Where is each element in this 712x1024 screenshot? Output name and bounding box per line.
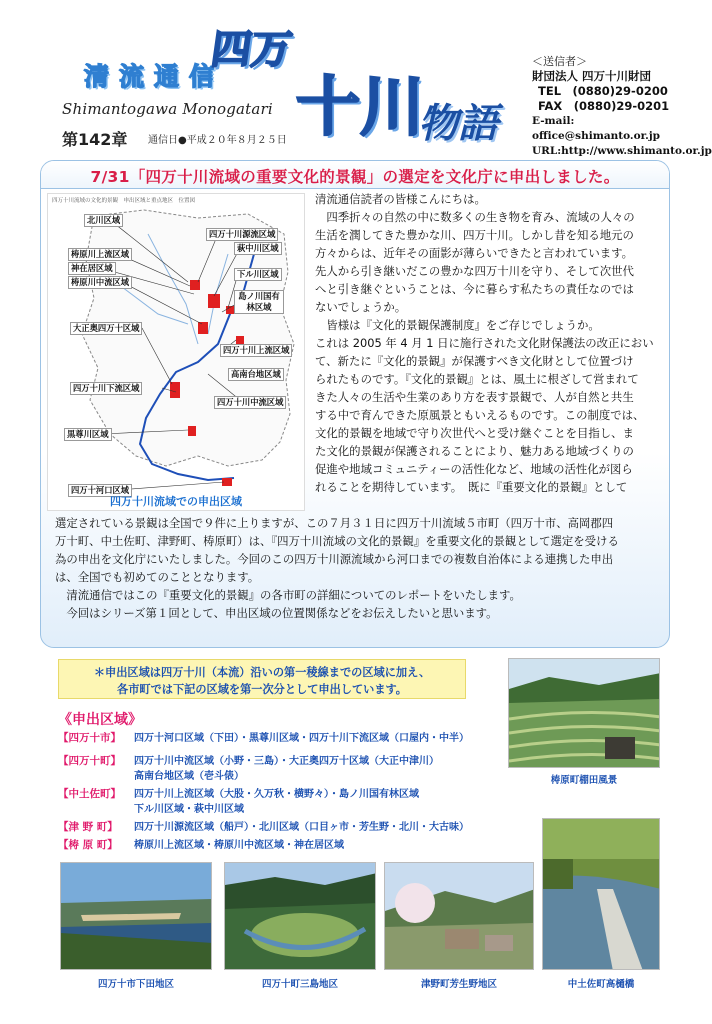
- title-juugawa: 十川: [296, 71, 424, 145]
- caption-yoshiuno: 津野町芳生野地区: [420, 979, 497, 990]
- text-line: 為の申出を文化庁にいたしました。今回のこの四万十川源流域から河口までの複数自治体による連携した申出: [55, 552, 614, 566]
- map-label-churyu: 四万十川中流区域: [214, 396, 286, 409]
- text-line: きた人々の生活や生業のあり方を表す景観で、人が自然と共生: [315, 390, 634, 404]
- area-list: 四万十川中流区域（小野・三島）・大正奥四万十区域（大正中津川）: [134, 756, 439, 767]
- note-line-2: 各市町では下記の区域を第一次分として申出しています。: [117, 683, 407, 696]
- masthead: [0, 0, 712, 160]
- area-list: 梼原川上流区域・梼原川中流区域・神在居区域: [134, 840, 344, 851]
- text-line: 生活を潤してきた豊かな川、四万十川。しかし昔を知る地元の: [315, 228, 634, 242]
- sender-tel: TEL (0880)29-0200: [538, 84, 668, 98]
- text-line: 先人から引き継いだこの豊かな四万十川を守り、そして次世代: [315, 264, 634, 278]
- sender-email[interactable]: E-mail: office@shimanto.or.jp: [532, 115, 660, 142]
- text-line: られたものです。『文化的景観』とは、風土に根ざして営まれて: [315, 372, 639, 386]
- map-label-taisho: 大正奥四万十区域: [70, 322, 142, 335]
- map-label-yusuhara-upper: 梼原川上流区域: [68, 248, 132, 261]
- note-line-1: ＊申出区域は四万十川（本流）沿いの第一稜線までの区域に加え、: [93, 666, 431, 679]
- map-label-kakou: 四万十河口区域: [68, 484, 132, 497]
- text-line: 選定されている景観は全国で９件に上りますが、この７月３１日に四万十川流域５市町（四万十市、高岡郡四: [55, 516, 614, 530]
- notice-header: [41, 161, 669, 189]
- area-list: 下ル川区域・萩中川区域: [134, 804, 244, 815]
- sender-info: [532, 54, 712, 159]
- chapter-number: 第142章: [62, 130, 128, 149]
- text-line: 方々からは、近年その面影が薄らいできたと言われています。: [315, 246, 634, 260]
- note-box: [58, 659, 466, 699]
- caption-mishima: 四万十町三島地区: [261, 979, 338, 990]
- text-line: これは 2005 年 4 月 1 日に施行された文化財保護法の改正におい: [315, 336, 654, 350]
- area-list: 四万十川源流区域（船戸）・北川区域（口目ヶ市・芳生野・北川・大古味）: [134, 822, 469, 833]
- area-row-shimanto-town: [58, 754, 478, 784]
- photo-mishima: [224, 862, 376, 970]
- area-name: 【四万十町】: [58, 755, 121, 767]
- area-name: 【四万十市】: [58, 732, 121, 744]
- caption-shimoda: 四万十市下田地区: [97, 979, 174, 990]
- map-caption: 四万十川流域での申出区域: [110, 495, 242, 508]
- text-line: 文化的景観を地域で守り次世代へと受け継ぐことを目指し、ま: [315, 426, 634, 440]
- map-label-kitagawa: 北川区域: [84, 214, 123, 227]
- map-label-shimoyama: 下ル川区域: [234, 268, 282, 281]
- area-list: 四万十川上流区域（大股・久万秋・横野々）・島ノ川国有林区域: [134, 789, 419, 800]
- text-line: ないでしょうか。: [315, 300, 407, 314]
- photo-takahashi: [542, 818, 660, 970]
- issue-date: 通信日●平成２０年８月２５日: [148, 135, 287, 146]
- map-label-hagi: 萩中川区域: [234, 242, 282, 255]
- area-row-yusuhara: [58, 838, 478, 853]
- map-header: 四万十川流域の文化的景観 申出区域と重点地区 位置図: [52, 198, 196, 204]
- text-line: は、全国でも初めてのこととなります。: [55, 570, 260, 584]
- caption-takahashi: 中土佐町高樋橋: [567, 979, 635, 990]
- area-map: [47, 193, 305, 511]
- map-label-kamiiori: 神在居区域: [68, 262, 116, 275]
- map-label-takanan: 高南台地区域: [228, 368, 284, 381]
- text-line: て、新たに『文化的景観』が保護すべき文化財として位置づけ: [315, 354, 634, 368]
- caption-tanada: 梼原町棚田風景: [550, 775, 618, 786]
- photo-yoshiuno: [384, 862, 534, 970]
- area-row-shimanto-city: [58, 731, 478, 746]
- sender-fax: FAX (0880)29-0201: [538, 99, 670, 113]
- areas-heading: 《申出区域》: [58, 712, 142, 728]
- notice-box: [40, 160, 670, 648]
- area-row-nakatosa: [58, 787, 478, 817]
- sender-org: 財団法人 四万十川財団: [532, 69, 652, 83]
- sender-label: ＜送信者＞: [532, 55, 587, 68]
- notice-title: 7/31「四万十川流域の重要文化的景観」の選定を文化庁に申出しました。: [90, 168, 620, 186]
- text-line: 四季折々の自然の中に数多くの生き物を育み、流域の人々の: [315, 210, 635, 224]
- text-line: 万十町、中土佐町、津野町、梼原町）は、『四万十川流域の文化的景観』を重要文化的景観として選定を受ける: [55, 534, 619, 548]
- text-line: する中で育んできた原風景ともいえるものです。この制度では、: [315, 408, 645, 422]
- title-shimanto: 四万: [208, 27, 295, 73]
- map-label-yusuhara-middle: 梼原川中流区域: [68, 276, 132, 289]
- text-line: へと引き継ぐということは、今に暮らす私たちの責任なのでは: [315, 282, 634, 296]
- map-label-joryu: 四万十川上流区域: [220, 344, 292, 357]
- romaji-title: Shimantogawa Monogatari: [62, 100, 273, 118]
- text-line: た文化的景観が保護されることにより、魅力ある地域づくりの: [315, 444, 634, 458]
- area-name: 【中土佐町】: [58, 788, 121, 800]
- map-label-shimanogawa: 島ノ川国有林区域: [234, 290, 284, 314]
- text-line: 清流通信読者の皆様こんにちは。: [315, 192, 486, 206]
- area-row-tsuno: [58, 820, 498, 835]
- area-list: 四万十河口区域（下田）・黒尊川区域・四万十川下流区域（口屋内・中半）: [134, 733, 469, 744]
- title-monogatari: 物語: [418, 100, 498, 147]
- text-line: れることを期待しています。 既に『重要文化的景観』として: [315, 480, 628, 494]
- text-line: 今回はシリーズ第１回として、申出区域の位置関係などをお伝えしたいと思います。: [55, 606, 498, 620]
- map-label-shimanto-lower: 四万十川下流区域: [70, 382, 142, 395]
- sender-url[interactable]: URL:http://www.shimanto.or.jp: [532, 145, 712, 157]
- map-label-genryu: 四万十川源流区域: [206, 228, 278, 241]
- area-name: 【梼 原 町】: [58, 839, 118, 851]
- area-list: 高南台地区域（壱斗俵）: [134, 771, 244, 782]
- text-line: 清流通信ではこの『重要文化的景観』の各市町の詳細についてのレポートをいたします。: [55, 588, 521, 602]
- photo-tanada: [508, 658, 660, 768]
- text-line: 皆様は『文化的景観保護制度』をご存じでしょうか。: [315, 318, 600, 332]
- logo-text: 清流通信: [83, 62, 224, 91]
- text-line: 促進や地域コミュニティーの活性化など、地域の活性化が図ら: [315, 462, 633, 476]
- map-label-kurosongawa: 黒尊川区域: [64, 428, 112, 441]
- area-name: 【津 野 町】: [58, 821, 118, 833]
- photo-shimoda: [60, 862, 212, 970]
